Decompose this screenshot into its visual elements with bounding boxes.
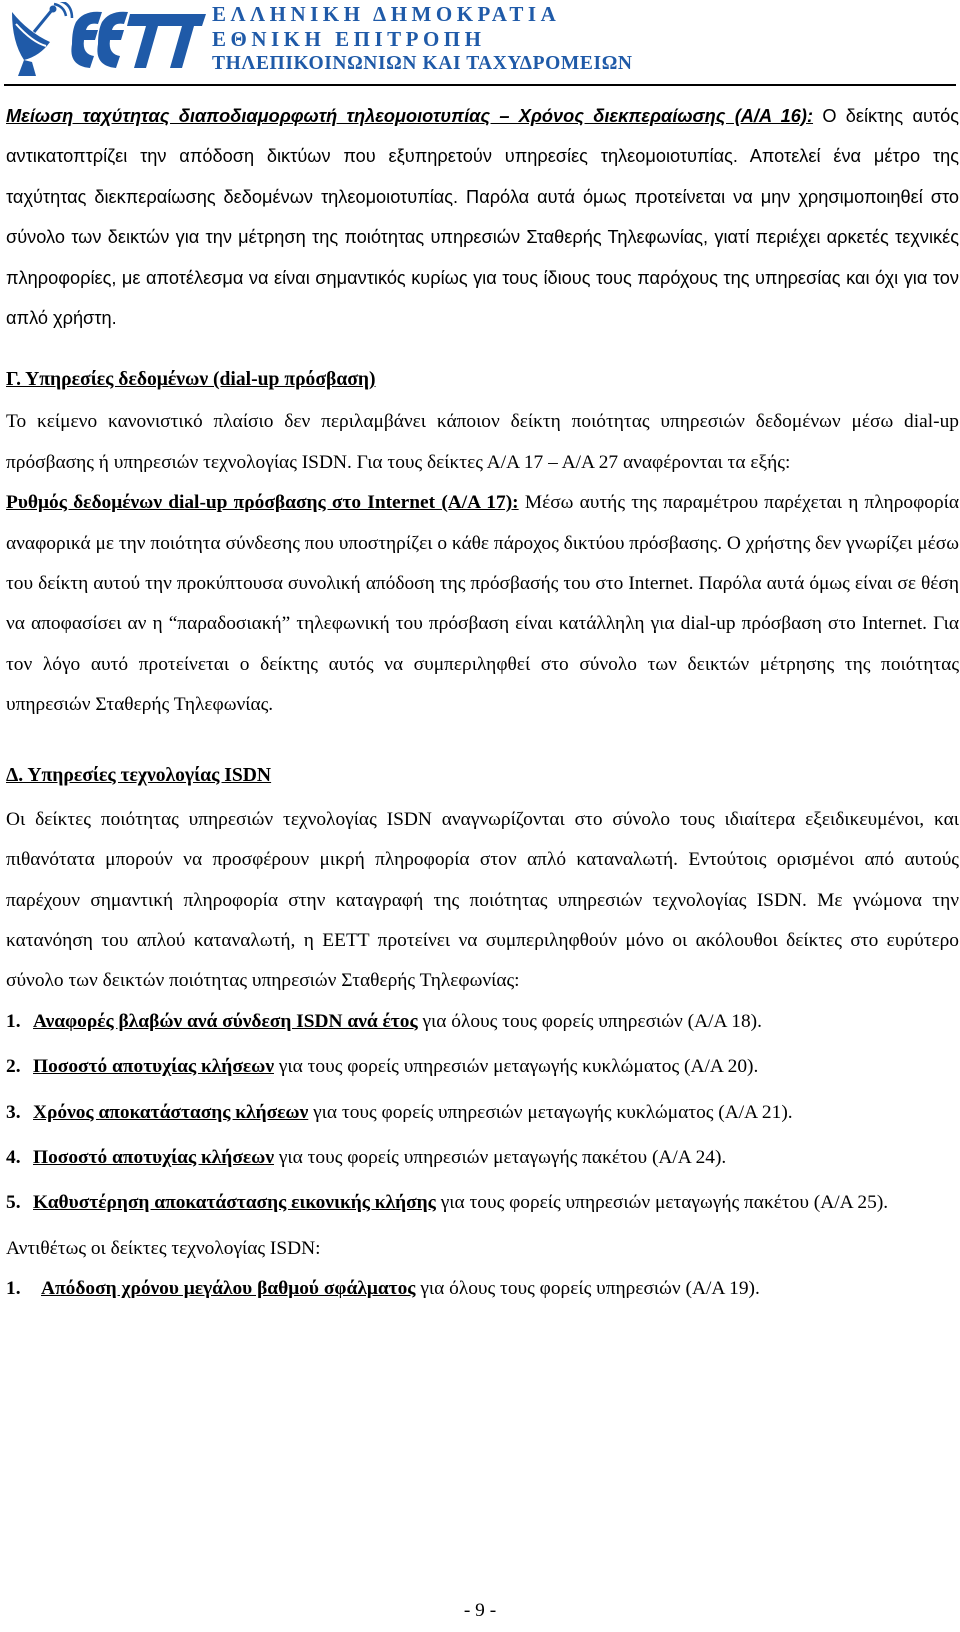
list-item-number: 4. (6, 1146, 21, 1168)
header-line-national-commission: ΕΘΝΙΚΗ ΕΠΙΤΡΟΠΗ (212, 27, 486, 51)
list-item-text: για όλους τους φορείς υπηρεσιών (Α/Α 19). (415, 1278, 760, 1300)
paragraph-contrast: Αντιθέτως οι δείκτες τεχνολογίας ISDN: (6, 1237, 321, 1259)
list-item (6, 1183, 959, 1223)
list-item-text: για όλους τους φορείς υπηρεσιών (Α/Α 18). (417, 1010, 762, 1032)
list-item-text: για τους φορείς υπηρεσιών μεταγωγής κυκλώματος (Α/Α 21). (308, 1101, 793, 1123)
isdn-included-list (6, 1002, 959, 1224)
list-item-lead: Ποσοστό αποτυχίας κλήσεων (33, 1056, 274, 1078)
paragraph-text: Μέσω αυτής της παραμέτρου παρέχεται η πληροφορία αναφορικά με την ποιότητα σύνδεσης που υποστηρίζει ο κάθε πάροχος δικτύου πρόσβασης. Ο χρήστης δεν γνωρίζει μέσω του δείκτη αυτού την προκύπτουσα συνολική απόδοση της πρόσβασής του στο Internet. Παρόλα αυτά όμως είναι σε θέση να αποφασίσει αν η “παραδοσιακή” τηλεφωνική του πρόσβαση είναι κατάλληλη για dial-up πρόσβαση στο Internet. Για τον λόγο αυτό προτείνεται ο δείκτης αυτός να συμπεριληφθεί στο σύνολο των δεικτών μέτρησης της ποιότητας υπηρεσιών Σταθερής Τηλεφωνίας. (6, 492, 960, 716)
isdn-excluded-list (6, 1269, 959, 1309)
page-number: - 9 - (463, 1600, 497, 1621)
letterhead (0, 0, 960, 80)
header-divider (4, 84, 956, 86)
list-item-text: για τους φορείς υπηρεσιών μεταγωγής πακέτου (Α/Α 24). (273, 1146, 727, 1168)
header-line-republic: ΕΛΛΗΝΙΚΗ ΔΗΜΟΚΡΑΤΙΑ (212, 2, 561, 26)
list-item-lead: Καθυστέρηση αποκατάστασης εικονικής κλήσης (33, 1192, 436, 1214)
list-item-number: 5. (6, 1192, 21, 1214)
list-item-number: 3. (6, 1101, 21, 1123)
header-line-telecom-posts: ΤΗΛΕΠΙΚΟΙΝΩΝΙΩΝ ΚΑΙ ΤΑΧΥΔΡΟΜΕΙΩΝ (212, 53, 633, 74)
list-item-number: 2. (6, 1056, 21, 1078)
list-item (6, 1002, 959, 1042)
eett-wordmark (71, 12, 206, 68)
section-heading-d: Δ. Υπηρεσίες τεχνολογίας ISDN (6, 764, 272, 786)
paragraph-text: Ο δείκτης αυτός αντικατοπτρίζει την απόδοση δικτύων που εξυπηρετούν υπηρεσίες τηλεομοιοτυπίας. Αποτελεί ένα μέτρο της ταχύτητας διεκπεραίωσης δεδομένων τηλεομοιοτυπίας. Παρόλα αυτά όμως προτείνεται να μην χρησιμοποιηθεί στο σύνολο των δεικτών για την μέτρηση της ποιότητας υπηρεσιών Σταθερής Τηλεφωνίας, γιατί περιέχει αρκετές τεχνικές πληροφορίες, με αποτέλεσμα να είναι σημαντικός κυρίως για τους ίδιους τους παρόχους της υπηρεσίας και όχι για τον απλό χρήστη. (6, 106, 959, 329)
paragraph-lead: Μείωση ταχύτητας διαποδιαμορφωτή τηλεομοιοτυπίας – Χρόνος διεκπεραίωσης (Α/Α 16): (6, 106, 814, 126)
list-item-lead: Χρόνος αποκατάστασης κλήσεων (33, 1101, 309, 1123)
paragraph-dialup (6, 483, 959, 725)
list-item (6, 1093, 959, 1133)
list-item (6, 1047, 959, 1087)
list-item-number: 1. (6, 1278, 21, 1300)
list-item-text: για τους φορείς υπηρεσιών μεταγωγής κυκλώματος (Α/Α 20). (273, 1056, 759, 1078)
list-item-lead: Απόδοση χρόνου μεγάλου βαθμού σφάλματος (41, 1278, 416, 1300)
eett-logo (6, 2, 206, 78)
document-body (6, 96, 959, 1315)
list-item-number: 1. (6, 1010, 21, 1032)
paragraph-lead: Ρυθμός δεδομένων dial-up πρόσβασης στο Internet (Α/Α 17): (6, 492, 519, 514)
paragraph-fax-indicator (6, 96, 959, 338)
list-item-lead: Ποσοστό αποτυχίας κλήσεων (33, 1146, 274, 1168)
list-item-lead: Αναφορές βλαβών ανά σύνδεση ISDN ανά έτος (33, 1010, 418, 1032)
paragraph-isdn-intro: Οι δείκτες ποιότητας υπηρεσιών τεχνολογίας ISDN αναγνωρίζονται στο σύνολο τους ιδιαίτερα εξειδικευμένοι, και πιθανότατα μπορούν να προσφέρουν μικρή πληροφορία στον απλό καταναλωτή. Εντούτοις ορισμένοι από αυτούς παρέχουν σημαντική πληροφορία στην καταγραφή της ποιότητας υπηρεσιών τεχνολογίας ISDN. Με γνώμονα την κατανόηση του απλού καταναλωτή, η ΕΕΤΤ προτείνει να συμπεριληφθούν μόνο οι ακόλουθοι δείκτες στο ευρύτερο σύνολο των δεικτών ποιότητας υπηρεσιών Σταθερής Τηλεφωνίας: (6, 808, 959, 992)
satellite-dish-icon (12, 2, 72, 76)
section-heading-c: Γ. Υπηρεσίες δεδομένων (dial-up πρόσβαση) (6, 369, 376, 391)
list-item (6, 1138, 959, 1178)
paragraph-data-intro: Το κείμενο κανονιστικό πλαίσιο δεν περιλαμβάνει κάποιον δείκτη ποιότητας υπηρεσιών δεδομένων μέσω dial-up πρόσβασης ή υπηρεσιών τεχνολογίας ISDN. Για τους δείκτες Α/Α 17 – Α/Α 27 αναφέρονται τα εξής: (6, 411, 959, 473)
list-item (6, 1269, 959, 1309)
list-item-text: για τους φορείς υπηρεσιών μεταγωγής πακέτου (Α/Α 25). (435, 1192, 889, 1214)
